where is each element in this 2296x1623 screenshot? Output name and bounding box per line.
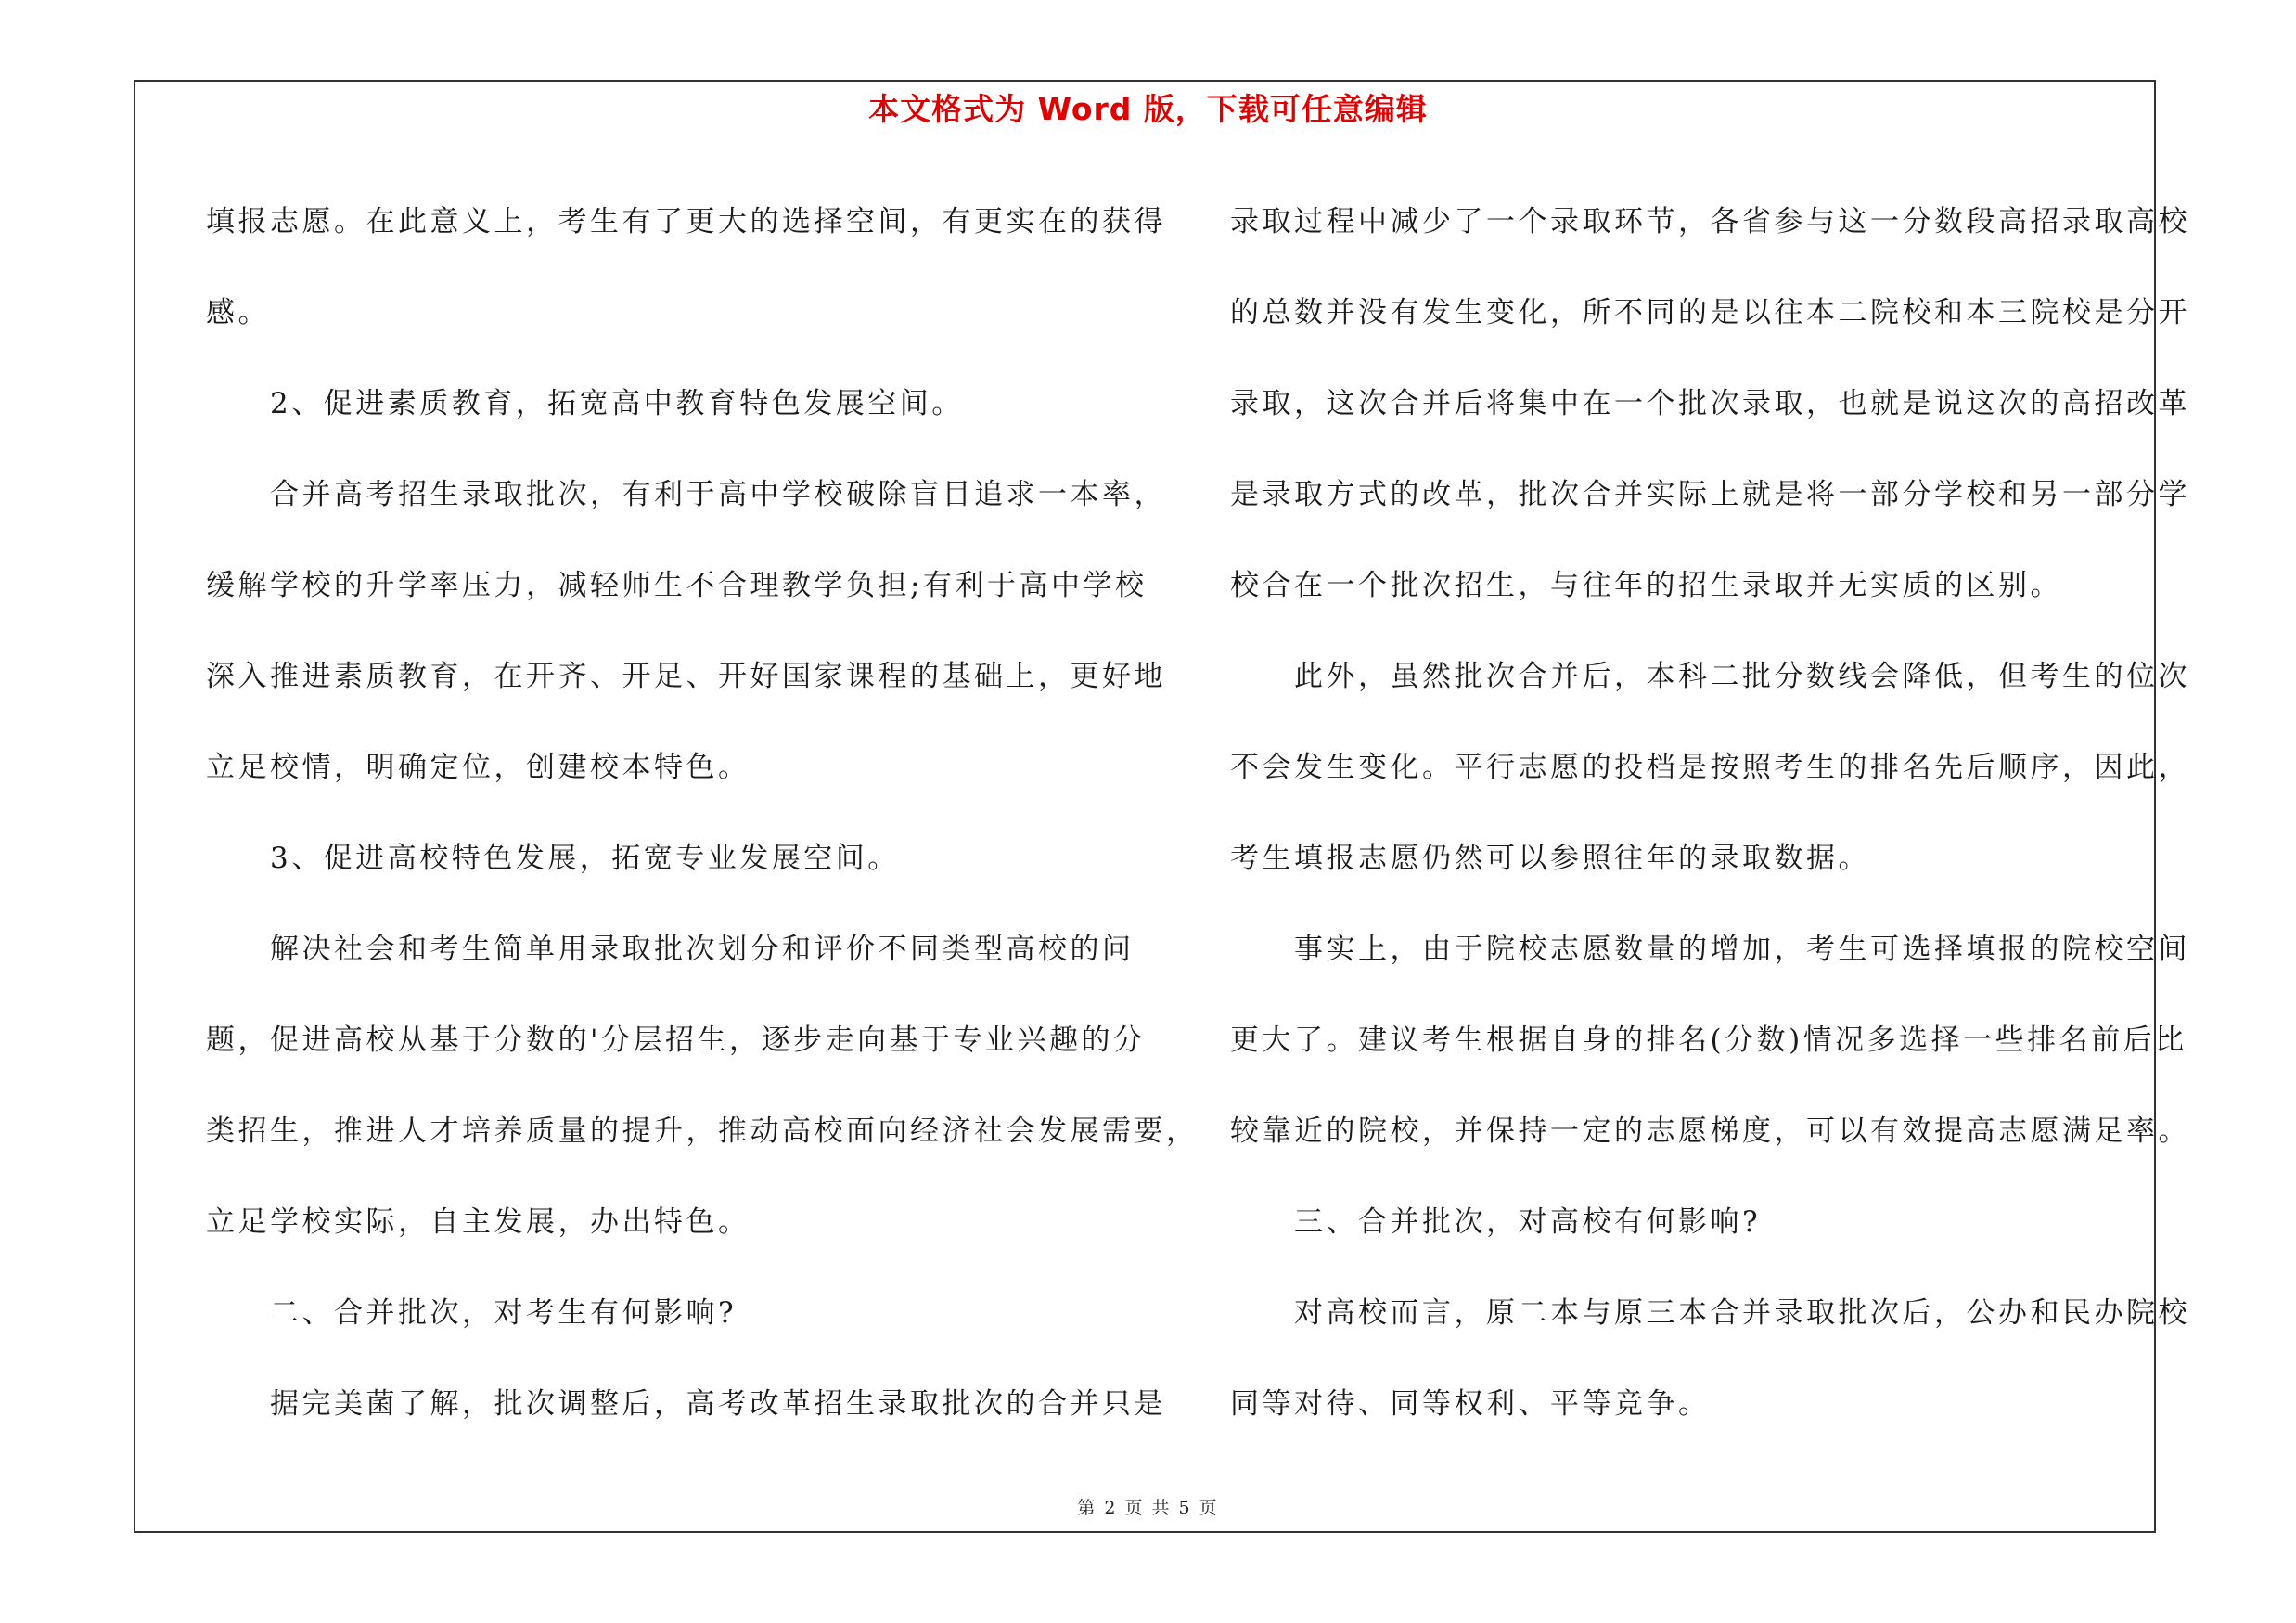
left-column-line: 深入推进素质教育，在开齐、开足、开好国家课程的基础上，更好地 (206, 660, 1166, 693)
left-column-line: 题，促进高校从基于分数的'分层招生，逐步走向基于专业兴趣的分 (206, 1024, 1146, 1057)
left-column-line: 立足学校实际，自主发展，办出特色。 (206, 1205, 750, 1239)
right-column-line: 考生填报志愿仍然可以参照往年的录取数据。 (1230, 842, 1870, 875)
right-column-line: 校合在一个批次招生，与往年的招生录取并无实质的区别。 (1230, 569, 2062, 602)
left-column-line: 据完美菌了解，批次调整后，高考改革招生录取批次的合并只是 (206, 1387, 1166, 1421)
left-column-line: 类招生，推进人才培养质量的提升，推动高校面向经济社会发展需要， (206, 1114, 1199, 1148)
left-text-column (206, 176, 1199, 1449)
right-text-column (1230, 176, 2190, 1449)
right-column-line: 不会发生变化。平行志愿的投档是按照考生的排名先后顺序，因此， (1230, 751, 2190, 784)
left-column-line: 合并高考招生录取批次，有利于高中学校破除盲目追求一本率， (206, 478, 1166, 511)
left-column-line: 填报志愿。在此意义上，考生有了更大的选择空间，有更实在的获得 (206, 205, 1166, 238)
left-column-line: 立足校情，明确定位，创建校本特色。 (206, 751, 750, 784)
right-column-line: 对高校而言，原二本与原三本合并录取批次后，公办和民办院校 (1230, 1296, 2190, 1330)
right-column-line: 录取过程中减少了一个录取环节，各省参与这一分数段高招录取高校 (1230, 205, 2190, 238)
right-column-line: 同等对待、同等权利、平等竞争。 (1230, 1387, 1711, 1421)
right-column-line: 是录取方式的改革，批次合并实际上就是将一部分学校和另一部分学 (1230, 478, 2190, 511)
left-column-line: 2、促进素质教育，拓宽高中教育特色发展空间。 (206, 387, 964, 420)
left-column-line: 缓解学校的升学率压力，减轻师生不合理教学负担;有利于高中学校 (206, 569, 1148, 602)
page-number-footer: 第 2 页 共 5 页 (1077, 1498, 1219, 1518)
left-column-line: 二、合并批次，对考生有何影响? (206, 1296, 738, 1330)
left-column-line: 感。 (206, 296, 270, 329)
right-column-line: 的总数并没有发生变化，所不同的是以往本二院校和本三院校是分开 (1230, 296, 2190, 329)
left-column-line: 3、促进高校特色发展，拓宽专业发展空间。 (206, 842, 900, 875)
right-column-line: 三、合并批次，对高校有何影响? (1230, 1205, 1762, 1239)
right-column-line: 事实上，由于院校志愿数量的增加，考生可选择填报的院校空间 (1230, 933, 2190, 966)
right-column-line: 较靠近的院校，并保持一定的志愿梯度，可以有效提高志愿满足率。 (1230, 1114, 2190, 1148)
right-column-line: 更大了。建议考生根据自身的排名(分数)情况多选择一些排名前后比 (1230, 1024, 2187, 1057)
right-column-line: 此外，虽然批次合并后，本科二批分数线会降低，但考生的位次 (1230, 660, 2190, 693)
left-column-line: 解决社会和考生简单用录取批次划分和评价不同类型高校的问 (206, 933, 1135, 966)
right-column-line: 录取，这次合并后将集中在一个批次录取，也就是说这次的高招改革 (1230, 387, 2190, 420)
word-format-banner: 本文格式为 Word 版，下载可任意编辑 (868, 91, 1428, 127)
